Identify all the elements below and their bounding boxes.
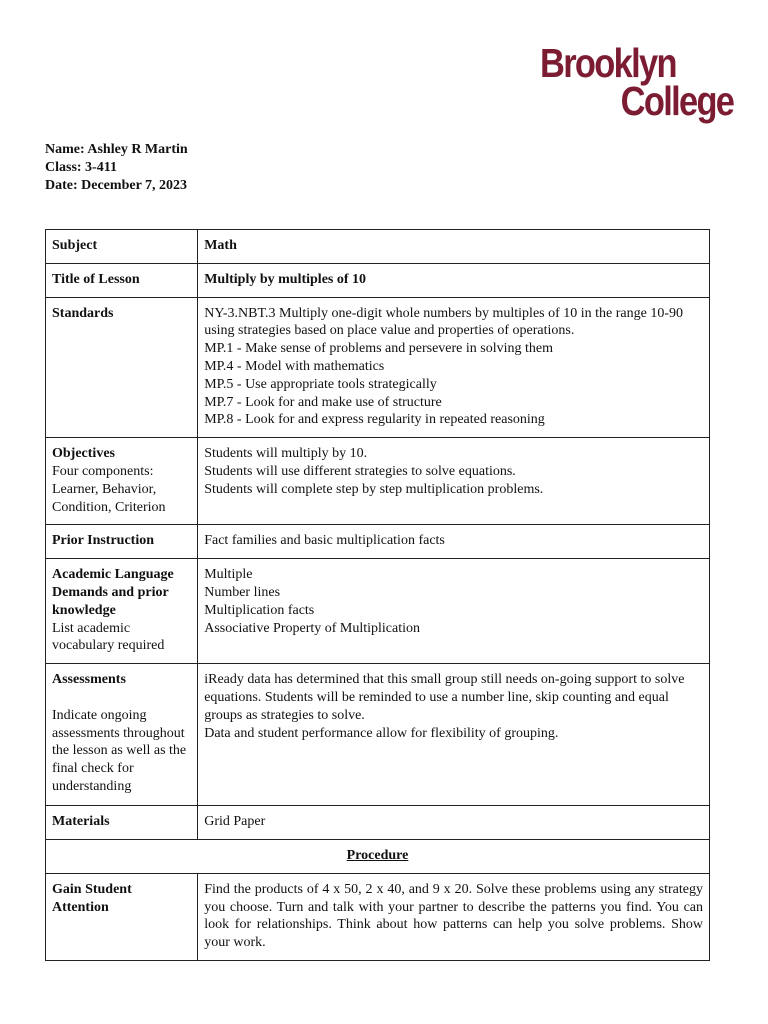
brooklyn-college-logo — [540, 40, 734, 128]
prior-instruction-value: Fact families and basic multiplication facts — [198, 525, 710, 559]
objectives-value — [198, 438, 710, 525]
standard-line: NY-3.NBT.3 Multiply one-digit whole numbers by multiples of 10 in the range 10-90 using strategies based on place value and properties of operations. — [204, 305, 684, 339]
academic-language-label-cell — [46, 559, 198, 664]
document-header — [45, 141, 188, 195]
vocabulary-line: Multiple — [204, 567, 253, 583]
standard-line: MP.4 - Model with mathematics — [204, 358, 385, 374]
subject-label: Subject — [46, 230, 198, 264]
objective-line: Students will multiply by 10. — [204, 446, 368, 462]
objective-line: Students will use different strategies to solve equations. — [204, 463, 516, 479]
student-name: Name: Ashley R Martin — [45, 142, 188, 157]
row-assessments — [46, 664, 710, 806]
assessments-label: Assessments — [52, 672, 126, 688]
standards-label: Standards — [46, 297, 198, 438]
lesson-plan-table — [45, 229, 710, 961]
academic-language-label: Academic Language Demands and prior knowledge — [52, 567, 174, 618]
vocabulary-line: Number lines — [204, 584, 281, 600]
row-procedure-heading — [46, 839, 710, 873]
assessments-sublabel: Indicate ongoing assessments throughout the lesson as well as the final check for understanding — [52, 707, 187, 794]
class-info: Class: 3-411 — [45, 160, 117, 175]
prior-instruction-label: Prior Instruction — [46, 525, 198, 559]
standard-line: MP.7 - Look for and make use of structure — [204, 394, 442, 410]
materials-value: Grid Paper — [198, 806, 710, 840]
row-standards — [46, 297, 710, 438]
objectives-sublabel: Four components: Learner, Behavior, Condition, Criterion — [52, 463, 166, 515]
objective-line: Students will complete step by step multiplication problems. — [204, 481, 544, 497]
logo-line-2: College — [620, 78, 734, 124]
objectives-label-cell — [46, 438, 198, 525]
assessment-line: iReady data has determined that this small group still needs on-going support to solve equations. Students will be reminded to use a number line, skip counting and equal groups as strategies to solve. — [204, 672, 685, 723]
standard-line: MP.8 - Look for and express regularity in repeated reasoning — [204, 412, 545, 428]
row-academic-language — [46, 559, 710, 664]
assessments-value — [198, 664, 710, 806]
subject-value: Math — [198, 230, 710, 264]
row-prior-instruction — [46, 525, 710, 559]
assessments-label-cell — [46, 664, 198, 806]
vocabulary-line: Associative Property of Multiplication — [204, 620, 421, 636]
row-subject — [46, 230, 710, 264]
row-objectives — [46, 438, 710, 525]
standard-line: MP.5 - Use appropriate tools strategically — [204, 376, 437, 392]
gain-attention-value: Find the products of 4 x 50, 2 x 40, and 9 x 20. Solve these problems using any strategy you choose. Turn and talk with your partner to describe the patterns you find. You can look for relationships. Think about how patterns can help you solve problems. Show your work. — [198, 873, 710, 960]
vocabulary-line: Multiplication facts — [204, 602, 315, 618]
academic-language-value — [198, 559, 710, 664]
row-materials — [46, 806, 710, 840]
row-gain-attention — [46, 873, 710, 960]
row-title — [46, 263, 710, 297]
materials-label: Materials — [46, 806, 198, 840]
procedure-heading: Procedure — [46, 839, 710, 873]
title-label: Title of Lesson — [46, 263, 198, 297]
objectives-label: Objectives — [52, 446, 115, 462]
standard-line: MP.1 - Make sense of problems and persevere in solving them — [204, 341, 553, 357]
academic-language-sublabel: List academic vocabulary required — [52, 620, 165, 654]
title-value: Multiply by multiples of 10 — [198, 263, 710, 297]
assessment-line: Data and student performance allow for flexibility of grouping. — [204, 725, 559, 741]
date-info: Date: December 7, 2023 — [45, 178, 188, 193]
standards-value — [198, 297, 710, 438]
gain-attention-label: Gain Student Attention — [46, 873, 198, 960]
logo-line-1: Brooklyn — [540, 40, 676, 86]
